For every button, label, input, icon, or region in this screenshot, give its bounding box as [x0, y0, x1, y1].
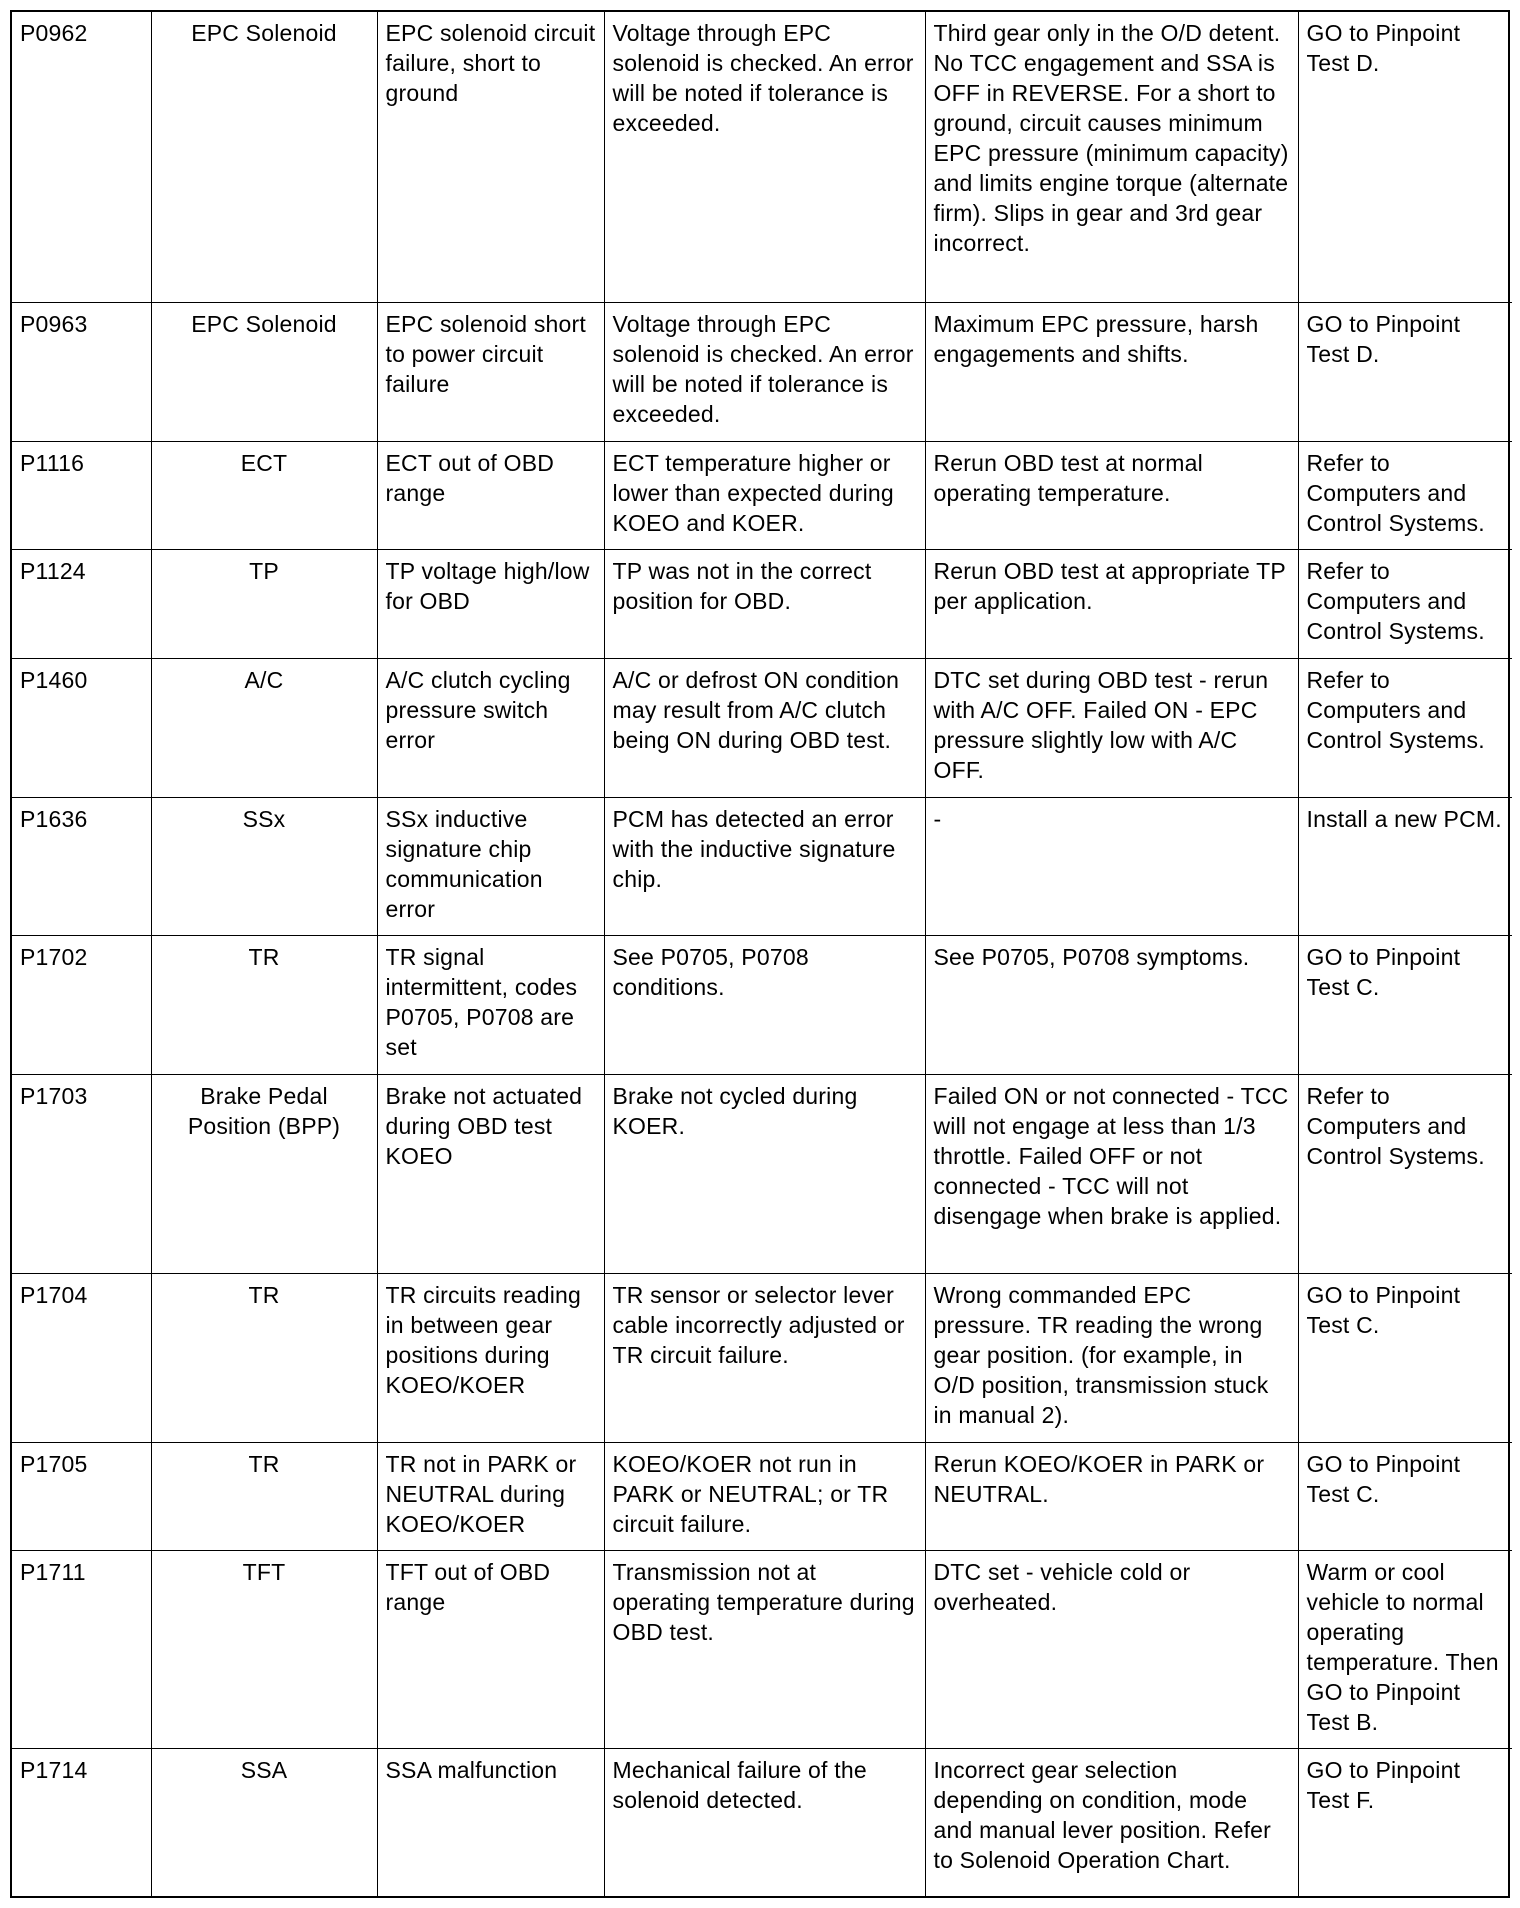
symptoms: Maximum EPC pressure, harsh engagements and shifts. — [925, 302, 1298, 441]
symptoms: Rerun OBD test at appropriate TP per application. — [925, 549, 1298, 658]
dtc-table — [12, 12, 1512, 1896]
condition: A/C or defrost ON condition may result from A/C clutch being ON during OBD test. — [604, 658, 925, 797]
table-row — [12, 658, 1512, 797]
dtc-code: P1703 — [12, 1074, 151, 1273]
dtc-code: P1702 — [12, 935, 151, 1074]
description: TFT out of OBD range — [377, 1550, 604, 1748]
table-row — [12, 1550, 1512, 1748]
component: EPC Solenoid — [151, 302, 377, 441]
table-row — [12, 1748, 1512, 1896]
dtc-code: P1460 — [12, 658, 151, 797]
action: Refer to Computers and Control Systems. — [1298, 441, 1512, 549]
component: A/C — [151, 658, 377, 797]
table-row — [12, 1074, 1512, 1273]
description: A/C clutch cycling pressure switch error — [377, 658, 604, 797]
symptoms: DTC set - vehicle cold or overheated. — [925, 1550, 1298, 1748]
dtc-code: P1711 — [12, 1550, 151, 1748]
action: Refer to Computers and Control Systems. — [1298, 1074, 1512, 1273]
symptoms: Incorrect gear selection depending on condition, mode and manual lever position. Refer to Solenoid Operation Chart. — [925, 1748, 1298, 1896]
action: GO to Pinpoint Test C. — [1298, 1273, 1512, 1442]
dtc-code: P1705 — [12, 1442, 151, 1550]
symptoms: DTC set during OBD test - rerun with A/C OFF. Failed ON - EPC pressure slightly low with A/C OFF. — [925, 658, 1298, 797]
table-row — [12, 302, 1512, 441]
symptoms: See P0705, P0708 symptoms. — [925, 935, 1298, 1074]
dtc-code: P0962 — [12, 12, 151, 302]
action: GO to Pinpoint Test C. — [1298, 1442, 1512, 1550]
action: Refer to Computers and Control Systems. — [1298, 549, 1512, 658]
component: TR — [151, 935, 377, 1074]
dtc-code: P1714 — [12, 1748, 151, 1896]
condition: KOEO/KOER not run in PARK or NEUTRAL; or TR circuit failure. — [604, 1442, 925, 1550]
condition: See P0705, P0708 conditions. — [604, 935, 925, 1074]
action: Warm or cool vehicle to normal operating temperature. Then GO to Pinpoint Test B. — [1298, 1550, 1512, 1748]
description: SSx inductive signature chip communication error — [377, 797, 604, 935]
table-row — [12, 549, 1512, 658]
document-page — [10, 10, 1510, 1898]
dtc-code: P1636 — [12, 797, 151, 935]
condition: TR sensor or selector lever cable incorrectly adjusted or TR circuit failure. — [604, 1273, 925, 1442]
action: GO to Pinpoint Test D. — [1298, 302, 1512, 441]
description: TP voltage high/low for OBD — [377, 549, 604, 658]
component: ECT — [151, 441, 377, 549]
dtc-code: P1704 — [12, 1273, 151, 1442]
component: EPC Solenoid — [151, 12, 377, 302]
symptoms: Rerun OBD test at normal operating temperature. — [925, 441, 1298, 549]
condition: Brake not cycled during KOER. — [604, 1074, 925, 1273]
description: TR circuits reading in between gear positions during KOEO/KOER — [377, 1273, 604, 1442]
description: TR signal intermittent, codes P0705, P0708 are set — [377, 935, 604, 1074]
description: ECT out of OBD range — [377, 441, 604, 549]
action: Install a new PCM. — [1298, 797, 1512, 935]
table-row — [12, 1442, 1512, 1550]
table-row — [12, 12, 1512, 302]
table-row — [12, 441, 1512, 549]
dtc-code: P1124 — [12, 549, 151, 658]
symptoms: Wrong commanded EPC pressure. TR reading the wrong gear position. (for example, in O/D position, transmission stuck in manual 2). — [925, 1273, 1298, 1442]
dtc-code: P0963 — [12, 302, 151, 441]
description: SSA malfunction — [377, 1748, 604, 1896]
symptoms: Failed ON or not connected - TCC will not engage at less than 1/3 throttle. Failed OFF or not connected - TCC will not disengage when brake is applied. — [925, 1074, 1298, 1273]
action: GO to Pinpoint Test F. — [1298, 1748, 1512, 1896]
symptoms: Third gear only in the O/D detent. No TCC engagement and SSA is OFF in REVERSE. For a short to ground, circuit causes minimum EPC pressure (minimum capacity) and limits engine torque (alternate firm). Slips in gear and 3rd gear incorrect. — [925, 12, 1298, 302]
component: SSx — [151, 797, 377, 935]
condition: Mechanical failure of the solenoid detected. — [604, 1748, 925, 1896]
action: Refer to Computers and Control Systems. — [1298, 658, 1512, 797]
symptoms: - — [925, 797, 1298, 935]
component: Brake Pedal Position (BPP) — [151, 1074, 377, 1273]
description: Brake not actuated during OBD test KOEO — [377, 1074, 604, 1273]
description: EPC solenoid short to power circuit failure — [377, 302, 604, 441]
action: GO to Pinpoint Test D. — [1298, 12, 1512, 302]
table-row — [12, 1273, 1512, 1442]
dtc-code: P1116 — [12, 441, 151, 549]
table-row — [12, 935, 1512, 1074]
description: EPC solenoid circuit failure, short to ground — [377, 12, 604, 302]
component: TR — [151, 1273, 377, 1442]
action: GO to Pinpoint Test C. — [1298, 935, 1512, 1074]
component: TR — [151, 1442, 377, 1550]
component: TP — [151, 549, 377, 658]
table-row — [12, 797, 1512, 935]
condition: Transmission not at operating temperature during OBD test. — [604, 1550, 925, 1748]
symptoms: Rerun KOEO/KOER in PARK or NEUTRAL. — [925, 1442, 1298, 1550]
component: TFT — [151, 1550, 377, 1748]
condition: Voltage through EPC solenoid is checked. An error will be noted if tolerance is exceeded. — [604, 302, 925, 441]
condition: Voltage through EPC solenoid is checked. An error will be noted if tolerance is exceeded. — [604, 12, 925, 302]
condition: ECT temperature higher or lower than expected during KOEO and KOER. — [604, 441, 925, 549]
condition: TP was not in the correct position for OBD. — [604, 549, 925, 658]
condition: PCM has detected an error with the inductive signature chip. — [604, 797, 925, 935]
description: TR not in PARK or NEUTRAL during KOEO/KOER — [377, 1442, 604, 1550]
component: SSA — [151, 1748, 377, 1896]
